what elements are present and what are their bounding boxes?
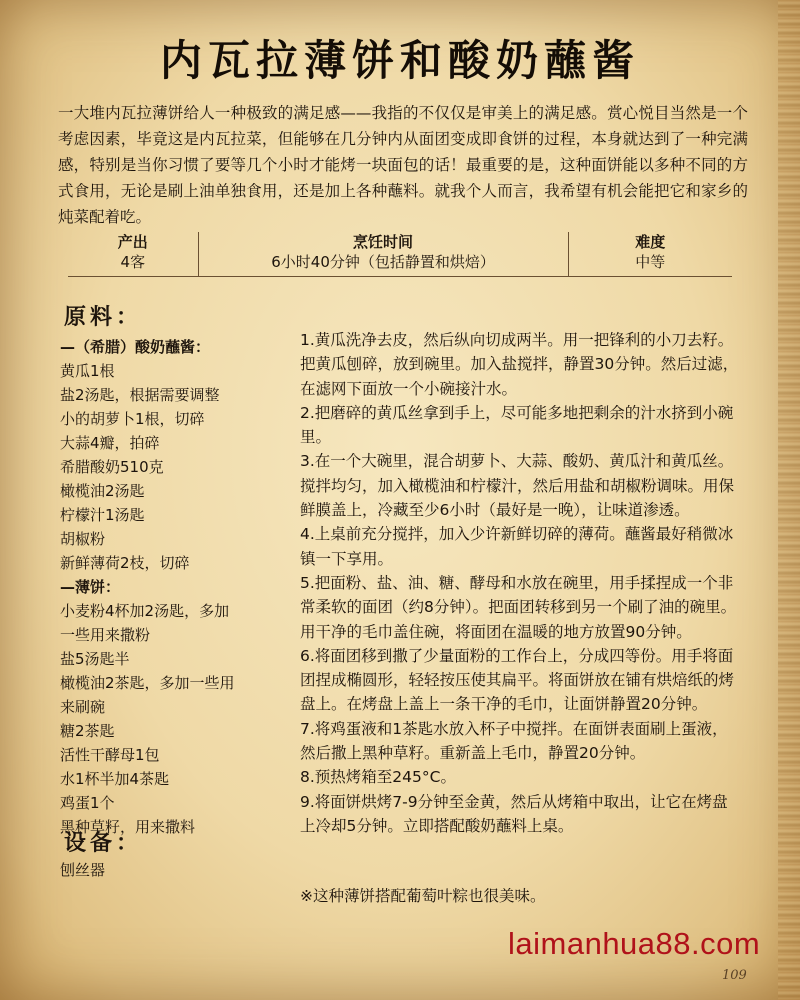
watermark-text: laimanhua88.com	[508, 926, 761, 961]
ingredient-item: 胡椒粉	[60, 530, 106, 548]
ingredient-item: 糖2茶匙	[60, 722, 115, 740]
ingredient-item: 来刷碗	[60, 698, 106, 716]
steps-list	[300, 328, 740, 838]
ingredient-item: 小的胡萝卜1根，切碎	[60, 410, 205, 428]
ingredient-item: 一些用来撒粉	[60, 626, 151, 644]
spec-yield-value: 4客	[120, 253, 146, 271]
serving-note: ※这种薄饼搭配葡萄叶粽也很美味。	[300, 887, 546, 905]
ingredient-item: 盐2汤匙，根据需要调整	[60, 386, 220, 404]
ingredient-item: 盐5汤匙半	[60, 650, 130, 668]
step-item: 7.将鸡蛋液和1茶匙水放入杯子中搅拌。在面饼表面刷上蛋液，然后撒上黑种草籽。重新盖上毛巾，静置20分钟。	[300, 719, 728, 763]
ingredient-item: 柠檬汁1汤匙	[60, 506, 145, 524]
intro-paragraph: 一大堆内瓦拉薄饼给人一种极致的满足感——我指的不仅仅是审美上的满足感。赏心悦目当然是一个考虑因素，毕竟这是内瓦拉菜，但能够在几分钟内从面团变成即食饼的过程，本身就达到了一种完满感，特别是当你习惯了要等几个小时才能烤一块面包的话！最重要的是，这种面饼能以多种不同的方式食用，无论是刷上油单独食用，还是加上各种蘸料。就我个人而言，我希望有机会能把它和家乡的炖菜配着吃。	[58, 104, 748, 226]
ingredient-item: 大蒜4瓣，拍碎	[60, 434, 160, 452]
ingredient-item: 活性干酵母1包	[60, 746, 160, 764]
step-item: 3.在一个大碗里，混合胡萝卜、大蒜、酸奶、黄瓜汁和黄瓜丝。搅拌均匀，加入橄榄油和柠檬汁，然后用盐和胡椒粉调味。用保鲜膜盖上，冷藏至少6小时（最好是一晚），让味道渗透。	[300, 452, 735, 520]
ingredient-item: 希腊酸奶510克	[60, 458, 164, 476]
recipe-specs-table	[68, 232, 732, 277]
spec-difficulty-label: 难度	[635, 233, 666, 251]
step-item: 4.上桌前充分搅拌，加入少许新鲜切碎的薄荷。蘸酱最好稍微冰镇一下享用。	[300, 525, 734, 568]
step-item: 9.将面饼烘烤7-9分钟至金黄，然后从烤箱中取出，让它在烤盘上冷却5分钟。立即搭配酸奶蘸料上桌。	[300, 792, 728, 835]
spec-time-label: 烹饪时间	[353, 233, 414, 251]
ingredients-list	[60, 335, 285, 839]
ingredient-item: 鸡蛋1个	[60, 794, 115, 812]
equipment-heading: 设备：	[64, 830, 143, 856]
spec-time-value: 6小时40分钟（包括静置和烘焙）	[271, 253, 495, 271]
ingredient-item: 黑种草籽，用来撒料	[60, 818, 196, 836]
equipment-list	[60, 858, 105, 882]
spec-time	[198, 232, 569, 276]
ingredient-group-heading: —薄饼：	[60, 578, 121, 596]
step-item: 8.预热烤箱至245°C。	[300, 768, 456, 787]
step-item: 6.将面团移到撒了少量面粉的工作台上，分成四等份。用手将面团捏成椭圆形，轻轻按压使其扁平。将面饼放在铺有烘焙纸的烤盘上。在烤盘上盖上一条干净的毛巾，让面饼静置20分钟。	[300, 646, 735, 714]
page-number: 109	[722, 968, 747, 983]
ingredients-heading: 原料：	[64, 304, 143, 330]
ingredient-item: 新鲜薄荷2枝，切碎	[60, 554, 190, 572]
equipment-item: 刨丝器	[60, 861, 106, 879]
step-item: 1.黄瓜洗净去皮，然后纵向切成两半。用一把锋利的小刀去籽。把黄瓜刨碎，放到碗里。加入盐搅拌，静置30分钟。然后过滤，在滤网下面放一个小碗接汁水。	[300, 331, 739, 398]
ingredient-group-heading: —（希腊）酸奶蘸酱：	[60, 338, 211, 356]
page-binding-edge	[778, 0, 800, 1000]
ingredient-item: 小麦粉4杯加2汤匙，多加	[60, 602, 230, 620]
ingredient-item: 橄榄油2汤匙	[60, 482, 145, 500]
page-title: 内瓦拉薄饼和酸奶蘸酱	[159, 36, 640, 85]
spec-yield-label: 产出	[117, 233, 148, 251]
ingredient-item: 水1杯半加4茶匙	[60, 770, 170, 788]
step-item: 5.把面粉、盐、油、糖、酵母和水放在碗里，用手揉捏成一个非常柔软的面团（约8分钟）。把面团转移到另一个刷了油的碗里。用干净的毛巾盖住碗，将面团在温暖的地方放置90分钟。	[300, 573, 737, 641]
spec-difficulty	[569, 232, 733, 276]
ingredient-item: 黄瓜1根	[60, 362, 115, 380]
spec-difficulty-value: 中等	[635, 253, 666, 271]
ingredient-item: 橄榄油2茶匙，多加一些用	[60, 674, 235, 692]
step-item: 2.把磨碎的黄瓜丝拿到手上，尽可能多地把剩余的汁水挤到小碗里。	[300, 403, 734, 447]
spec-yield	[68, 232, 198, 276]
